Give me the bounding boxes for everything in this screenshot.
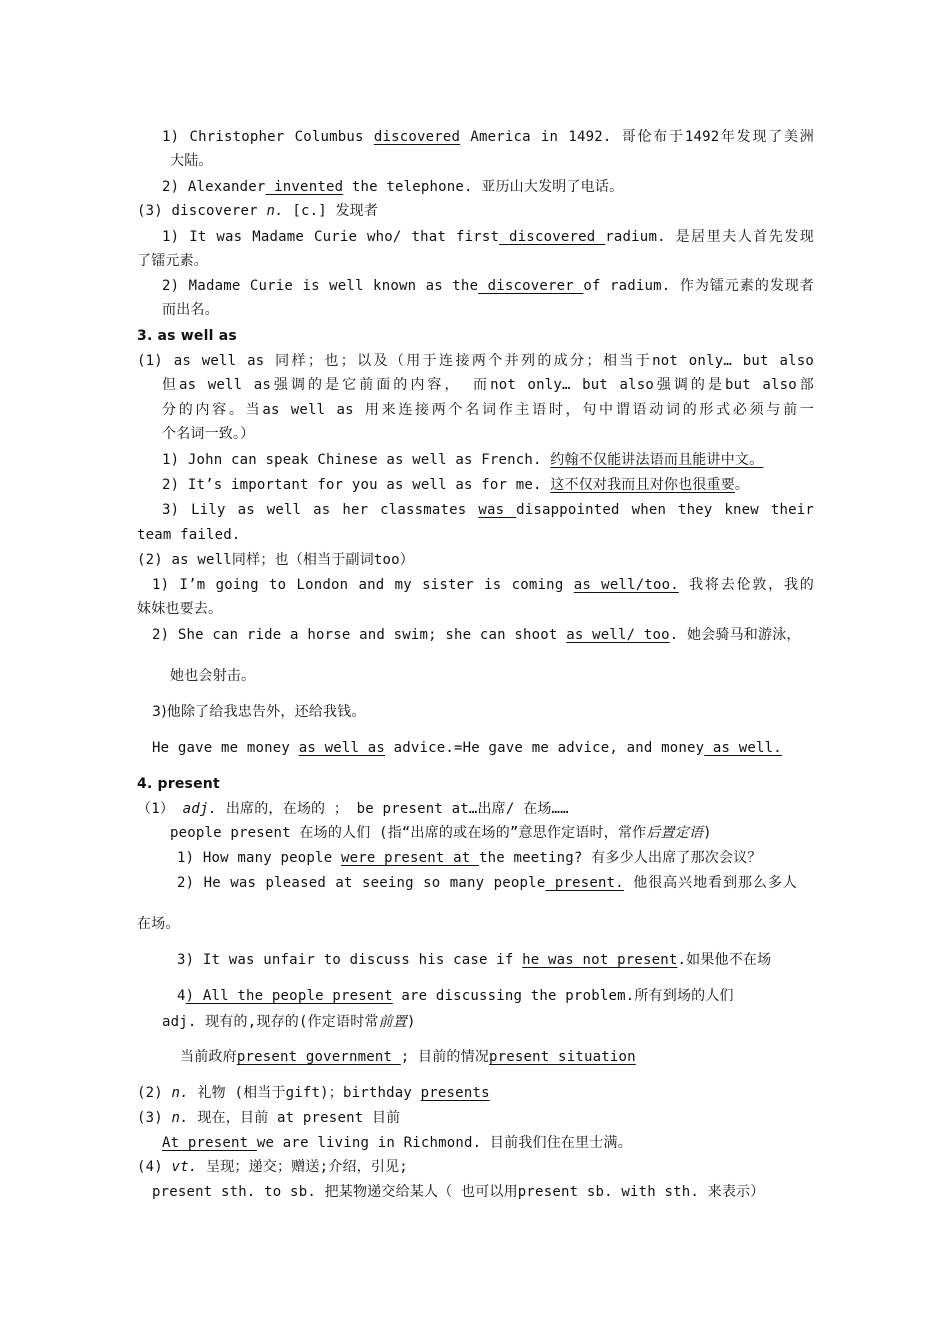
example-line: He gave me money as well as advice.=He gave me advice, and money as well. — [152, 740, 782, 756]
example-line: 3) It was unfair to discuss his case if he was not present.如果他不在场 — [177, 952, 772, 968]
definition-line: (2) n. 礼物 (相当于gift)；birthday presents — [137, 1085, 490, 1101]
definition-line: 分的内容。当as well as 用来连接两个名词作主语时，句中谓语动词的形式必须与前一 — [162, 402, 814, 418]
section-heading: 4. present — [137, 776, 220, 792]
example-line: At present we are living in Richmond. 目前我们住在里士满。 — [162, 1135, 632, 1151]
definition-line: present sth. to sb. 把某物递交给某人（ 也可以用present sb. with sth. 来表示） — [152, 1184, 765, 1200]
example-line: 3)他除了给我忠告外，还给我钱。 — [152, 704, 366, 720]
example-line: 4) All the people present are discussing the problem.所有到场的人们 — [177, 988, 734, 1004]
definition-line: 但as well as强调的是它前面的内容， 而not only… but also强调的是but also部 — [162, 377, 814, 393]
example-line: 3) Lily as well as her classmates was disappointed when they knew their — [162, 502, 814, 518]
definition-line: adj. 现有的,现存的(作定语时常前置) — [162, 1014, 416, 1030]
example-line: 妹妹也要去。 — [137, 601, 223, 617]
example-line: 1) It was Madame Curie who/ that first discovered radium. 是居里夫人首先发现 — [162, 229, 814, 245]
example-line: 2) She can ride a horse and swim; she can shoot as well/ too. 她会骑马和游泳， — [152, 627, 801, 643]
section-heading: 3. as well as — [137, 328, 237, 344]
example-line: 当前政府present government ; 目前的情况present situation — [180, 1049, 636, 1065]
definition-line: 个名词一致。） — [162, 426, 255, 442]
example-line: 1) John can speak Chinese as well as French. 约翰不仅能讲法语而且能讲中文。 — [162, 452, 764, 468]
example-line: 1) I’m going to London and my sister is coming as well/too. 我将去伦敦，我的 — [152, 577, 814, 593]
example-line: team failed. — [137, 527, 241, 543]
example-line: 她也会射击。 — [170, 668, 256, 684]
example-line: 2) It’s important for you as well as for me. 这不仅对我而且对你也很重要。 — [162, 477, 750, 493]
definition-line: (4) vt. 呈现；递交；赠送;介绍，引见; — [137, 1159, 408, 1175]
example-line: 1) Christopher Columbus discovered America in 1492. 哥伦布于1492年发现了美洲 — [162, 129, 814, 145]
example-line: 在场。 — [137, 916, 180, 932]
definition-line: (1) as well as 同样；也；以及（用于连接两个并列的成分；相当于not only… but also — [137, 353, 814, 369]
example-line: 而出名。 — [162, 302, 219, 318]
example-line: 2) Madame Curie is well known as the discoverer of radium. 作为镭元素的发现者 — [162, 278, 815, 294]
example-line: 2) He was pleased at seeing so many people present. 他很高兴地看到那么多人 — [177, 875, 798, 891]
definition-line: (2) as well同样；也（相当于副词too） — [137, 552, 415, 568]
example-line: 2) Alexander invented the telephone. 亚历山大发明了电话。 — [162, 179, 624, 195]
definition-line: (3) n. 现在，目前 at present 目前 — [137, 1110, 401, 1126]
definition-line: (3) discoverer n. [c.] 发现者 — [137, 203, 379, 219]
example-line: 大陆。 — [170, 153, 213, 169]
example-line: 了镭元素。 — [137, 253, 208, 269]
definition-line: （1） adj. 出席的，在场的 ； be present at…出席/ 在场…… — [137, 801, 569, 817]
example-line: 1) How many people were present at the meeting? 有多少人出席了那次会议？ — [177, 850, 762, 866]
definition-line: people present 在场的人们 (指“出席的或在场的”意思作定语时，常作后置定语) — [170, 825, 712, 841]
